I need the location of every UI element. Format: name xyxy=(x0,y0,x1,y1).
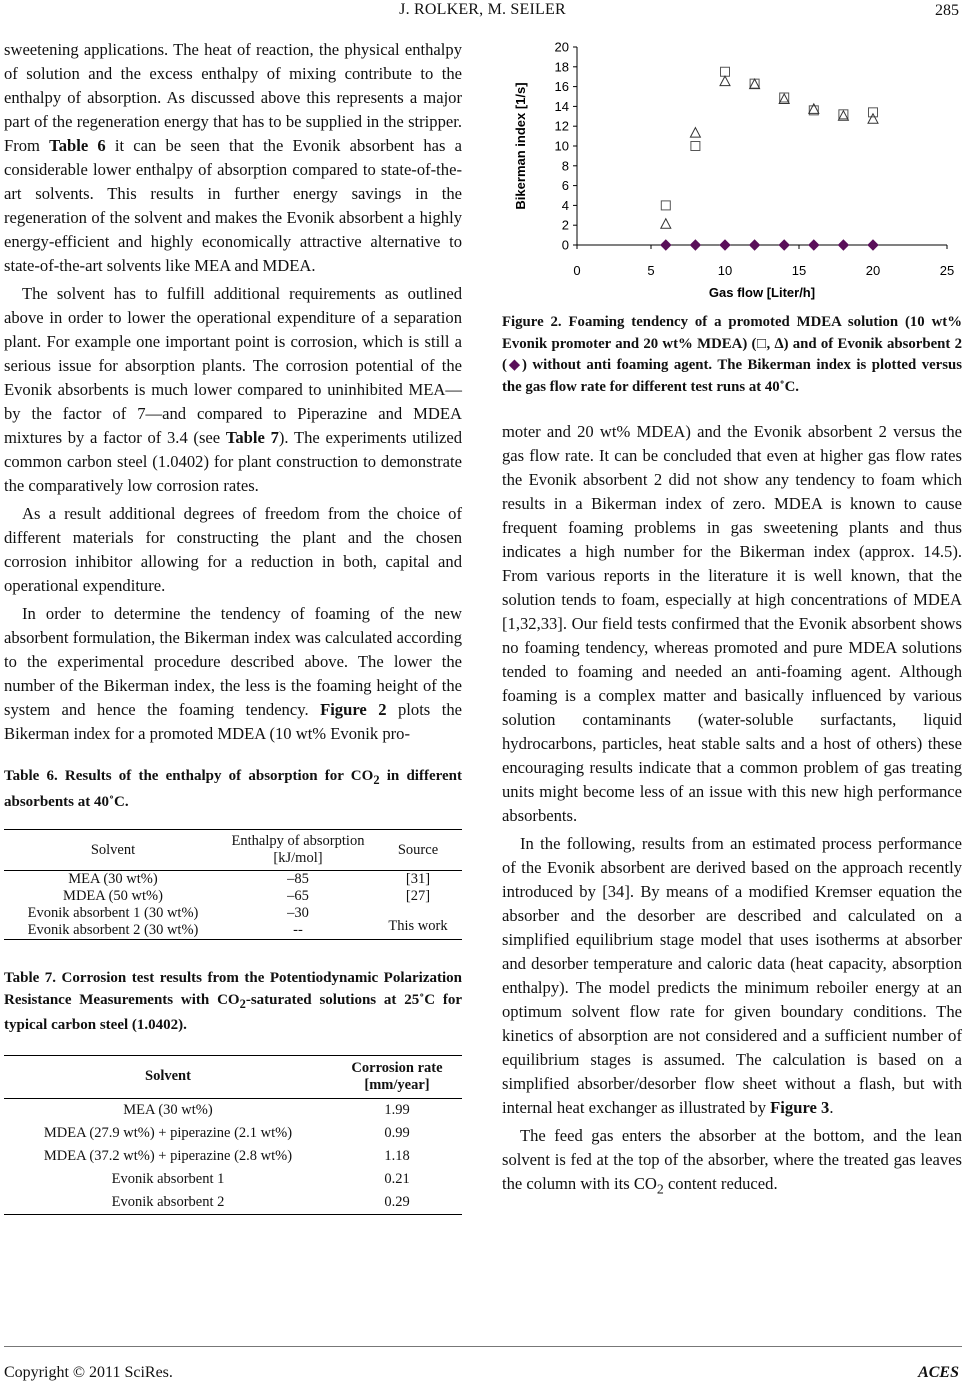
table6-merged-source: This work xyxy=(388,918,448,934)
table6 xyxy=(4,829,462,940)
table-row: MDEA (27.9 wt%) + piperazine (2.1 wt%) 0.99 xyxy=(43,1124,410,1141)
figure2-ref-link[interactable]: Figure 2 xyxy=(320,700,387,719)
triangle-marker-icon xyxy=(690,128,700,138)
table7-caption: Table 7. Corrosion test results from the Potentiodynamic Polarization Resistance Measurements with $CO_2$-saturated solutions at 25˚C for typical carbon steel (1.0402). xyxy=(4,970,462,1033)
table7-header-row xyxy=(4,1056,462,1099)
diamond-marker-icon xyxy=(720,240,730,250)
table-row: MDEA (50 wt%) –65 [27] xyxy=(63,888,431,904)
x-axis-label: Gas flow [Liter/h] xyxy=(708,285,816,300)
table6-ref-link[interactable]: Table 6 xyxy=(49,136,106,155)
table-row: Evonik absorbent 2 0.29 xyxy=(111,1193,410,1210)
x-tick-label: 25 xyxy=(939,263,955,278)
y-tick-label: 6 xyxy=(561,178,569,194)
square-marker-icon xyxy=(691,142,700,151)
figure2-caption: Figure 2. Foaming tendency of a promoted MDEA solution (10 wt% Evonik promoter and 20 wt% MDEA) (□, ∆) and of Evonik absorbent 2 (◆) without anti foaming agent. The Bikerman index is plotted versus the gas flow rate for different test runs at 40˚C. xyxy=(502,314,962,395)
triangle-marker-icon xyxy=(661,219,671,229)
table6-header-row xyxy=(4,830,462,871)
triangle-marker-icon xyxy=(809,104,819,114)
diamond-marker-icon xyxy=(838,240,848,250)
table-row: MEA (30 wt%) –85 [31] xyxy=(68,871,431,887)
paragraph-feed-gas: The feed gas enters the absorber at the bottom, and the lean solvent is fed at the top of the absorber, where the treated gas leaves the column with its $CO_2$ content reduced. xyxy=(502,1126,962,1197)
footer-divider xyxy=(4,1346,962,1347)
paragraph-enthalpy: sweetening applications. The heat of reaction, the physical enthalpy of solution and the excess enthalpy of mixing contribute to the enthalpy of absorption. As discussed above this represents a major part of the regeneration energy that has to be supplied in the stripper. From Table 6 it can be seen that the Evonik absorbent has a considerable lower enthalpy of absorption compared to state-of-the-art solvents. This results in further energy savings in the regeneration of the solvent and makes the Evonik absorbent a highly energy-efficient and highly economically attractive alternative to state-of-the-art solvents like MEA and MDEA. xyxy=(4,40,463,275)
y-axis-label: Bikerman index [1/s] xyxy=(513,82,528,210)
y-tick-label: 16 xyxy=(554,79,569,95)
table-row: Evonik absorbent 2 (30 wt%) -- xyxy=(27,922,303,938)
y-tick-label: 18 xyxy=(554,59,569,75)
x-tick-label: 10 xyxy=(717,263,733,278)
triangle-marker-icon xyxy=(868,114,878,124)
square-marker-icon xyxy=(869,108,878,117)
diamond-marker-icon xyxy=(779,240,789,250)
figure2-chart xyxy=(500,32,965,312)
paragraph-corrosion: The solvent has to fulfill additional requirements as outlined above in order to lower the operational expenditure of a separation plant. For example one important point is corrosion, which is still a serious issue for absorption plants. The corrosion potential of the Evonik absorbents is much lower compared to uninhibited MEA—by the factor of 7—and compared to Piperazine and MDEA mixtures by a factor of 3.4 (see Table 7). The experiments utilized common carbon steel (1.0402) for plant construction to demonstrate the comparatively low corrosion rates. xyxy=(4,284,462,495)
diamond-marker-icon xyxy=(750,240,760,250)
x-tick-label: 5 xyxy=(647,263,655,278)
table-row: MDEA (37.2 wt%) + piperazine (2.8 wt%) 1.18 xyxy=(43,1147,410,1164)
diamond-marker-icon xyxy=(690,240,700,250)
table7-header-solvent: Solvent xyxy=(4,1056,332,1099)
paragraph-foaming: In order to determine the tendency of foaming of the new absorbent formulation, the Bikerman index was calculated according to the experimental procedure described above. The lower the number of the Bikerman index, the less is the foaming height of the system and hence the foaming tendency. Figure 2 plots the Bikerman index for a promoted MDEA (10 wt% Evonik pro- xyxy=(4,604,463,743)
y-tick-label: 20 xyxy=(554,39,569,55)
footer-journal: ACES xyxy=(918,1364,959,1381)
right-column xyxy=(502,312,962,1201)
table6-header-solvent: Solvent xyxy=(4,830,222,871)
left-column xyxy=(4,38,462,1215)
table7-ref-link[interactable]: Table 7 xyxy=(225,428,279,447)
diamond-marker-icon xyxy=(661,240,671,250)
footer-copyright: Copyright © 2011 SciRes. xyxy=(4,1364,173,1381)
table-row: Evonik absorbent 1 (30 wt%) –30 This work xyxy=(4,905,462,922)
paragraph-foaming-results: moter and 20 wt% MDEA) and the Evonik absorbent 2 versus the gas flow rate. It can be concluded that even at higher gas flow rates the Evonik absorbent 2 did not show any tendency to foam which results in a Bikerman index of zero. MDEA is known to cause frequent foaming problems in gas sweetening plants and thus indicates a high number for the Bikerman index (approx. 14.5). From various reports in the literature it is well known, that the solution tends to foam, especially at high concentrations of MDEA [1,32,33]. Our field tests confirmed that the Evonik absorbent shows no foaming tendency, whereas promoted and pure MDEA solutions tended to foaming and needed an anti-foaming agent. Although foaming is a complex matter and basically influenced by various solution contaminants (water-soluble surfactants, liquid hydrocarbons, particles, heat stable salts and a host of others) these encouraging results indicate that a common problem of gas treating units might become less of an issue with this new high performance absorbents. xyxy=(502,422,962,825)
table6-header-enthalpy: Enthalpy of absorption [kJ/mol] xyxy=(222,830,374,871)
table7-header-rate: Corrosion rate [mm/year] xyxy=(332,1056,462,1099)
paragraph-freedom: As a result additional degrees of freedom from the choice of different materials for constructing the plant and the chosen corrosion inhibitor allowing for a reduction in both, capital and operational expenditure. xyxy=(4,504,462,595)
square-marker-icon xyxy=(661,201,670,210)
diamond-marker-icon: ◆ xyxy=(506,357,522,373)
square-marker-icon xyxy=(721,67,730,76)
x-tick-label: 20 xyxy=(865,263,881,278)
y-tick-label: 8 xyxy=(561,158,569,174)
table6-caption: Table 6. Results of the enthalpy of absorption for $CO_2$ in different absorbents at 40˚C. xyxy=(4,768,462,810)
y-tick-label: 0 xyxy=(561,237,569,253)
triangle-marker-icon xyxy=(720,76,730,86)
square-marker-icon xyxy=(750,79,759,88)
table-row: Evonik absorbent 1 0.21 xyxy=(111,1170,410,1187)
y-tick-label: 4 xyxy=(561,197,569,213)
y-tick-label: 14 xyxy=(554,98,569,114)
x-tick-label: 0 xyxy=(573,263,581,278)
paragraph-process-performance: In the following, results from an estimated process performance of the Evonik absorbent are derived based on the approach recently introduced by [34]. By means of a modified Kremser equation the absorber and the desorber are described and calculated on a simplified equilibrium stage model that uses isotherms at absorber and desorber temperature and caloric data (heat capacity, absorption enthalpy). The model predicts the minimum reboiler energy at an optimum solvent flow rate for given boundary conditions. The kinetics of absorption are not considered and a sufficient number of equilibrium stages is assumed. The calculation is based on a simplified absorber/desorber flow sheet without a flash, but with internal heat exchanger as illustrated by Figure 3. xyxy=(502,834,962,1117)
figure3-ref-link[interactable]: Figure 3 xyxy=(770,1098,830,1117)
y-tick-label: 12 xyxy=(554,118,569,134)
figure2-plot xyxy=(500,32,965,312)
table6-header-source: Source xyxy=(374,830,462,871)
triangle-marker-icon xyxy=(750,79,760,89)
table7 xyxy=(4,1055,462,1215)
page-number: 285 xyxy=(935,2,959,19)
diamond-marker-icon xyxy=(809,240,819,250)
x-tick-label: 15 xyxy=(791,263,807,278)
y-tick-label: 10 xyxy=(554,138,569,154)
running-header-authors: J. ROLKER, M. SEILER xyxy=(399,1,566,18)
diamond-marker-icon xyxy=(868,240,878,250)
y-tick-label: 2 xyxy=(561,217,569,233)
table-row: MEA (30 wt%) 1.99 xyxy=(123,1101,410,1118)
